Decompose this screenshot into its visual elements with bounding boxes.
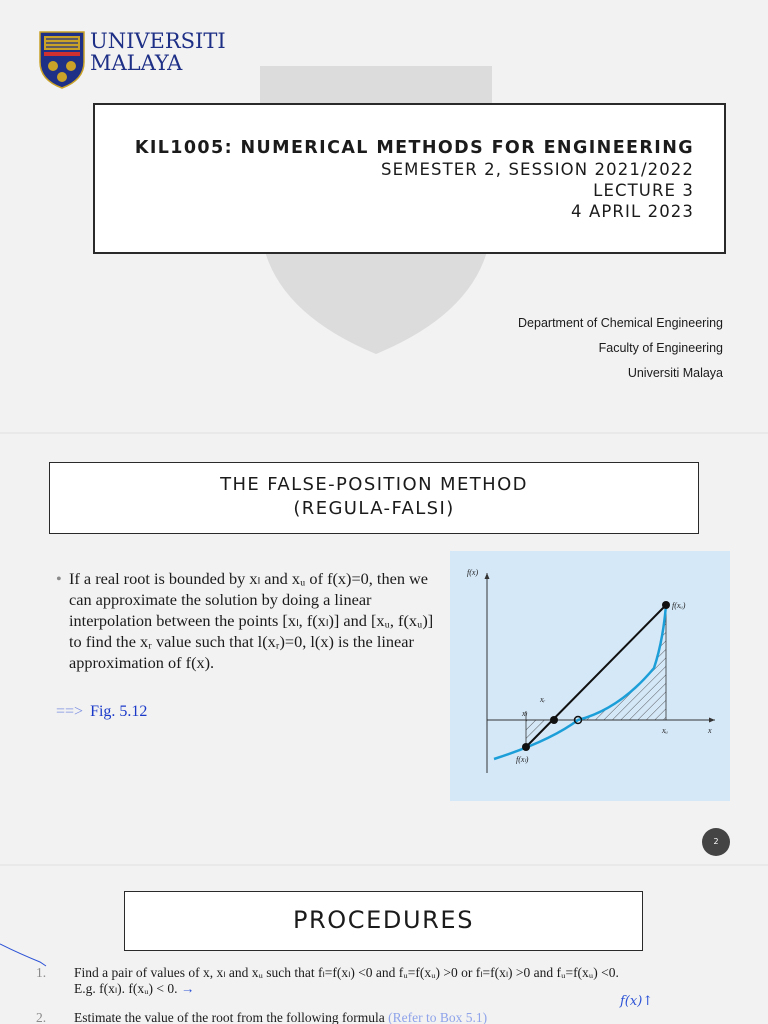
step-2-text: Estimate the value of the root from the following formula — [74, 1010, 385, 1024]
figure-reference-link[interactable]: Fig. 5.12 — [90, 703, 148, 720]
university-name: Universiti Malaya — [627, 366, 723, 380]
secant-line — [526, 605, 666, 747]
step-1-line-2 — [74, 981, 756, 997]
axis-arrowheads — [485, 573, 716, 723]
step-1-number: 1. — [36, 965, 47, 980]
point-f-xu — [662, 601, 670, 609]
false-position-figure — [450, 551, 730, 801]
date-line: 4 APRIL 2023 — [571, 202, 694, 221]
pen-stroke-mark — [0, 866, 60, 976]
procedures-heading: PROCEDURES — [124, 891, 643, 951]
step-2-number: 2. — [36, 1010, 47, 1024]
university-logo — [38, 30, 228, 90]
f-xl-label: f(xₗ) — [516, 755, 529, 764]
procedures-slide — [0, 866, 768, 1024]
step-2 — [36, 1010, 756, 1024]
figure-reference — [56, 703, 147, 721]
logo-line-1: UNIVERSITI — [90, 29, 226, 53]
step-1-line-1: Find a pair of values of x, xₗ and xᵤ such that fₗ=f(xₗ) <0 and fᵤ=f(xᵤ) >0 or fₗ=f(xₗ) >0 and fᵤ=f(xᵤ) <0. — [74, 965, 619, 980]
heading-line-1: THE FALSE-POSITION METHOD — [220, 474, 528, 495]
box-reference[interactable]: (Refer to Box 5.1) — [388, 1010, 488, 1024]
page-number-badge: 2 — [702, 828, 730, 856]
false-position-slide — [0, 434, 768, 864]
logo-line-2: MALAYA — [90, 51, 183, 75]
slide-heading-box — [49, 462, 699, 534]
bullet-marker: • — [56, 569, 62, 588]
step-1-example: E.g. f(xₗ). f(xᵤ) < 0. — [74, 981, 178, 996]
handwritten-annotation: f(x)↑ — [620, 994, 654, 1009]
affiliation-block — [518, 311, 723, 386]
point-xr — [550, 716, 558, 724]
handwritten-arrow-icon: → — [180, 981, 195, 996]
semester-line: SEMESTER 2, SESSION 2021/2022 — [381, 160, 694, 179]
y-axis-label: f(x) — [467, 568, 479, 577]
point-f-xl — [522, 743, 530, 751]
hatched-region-right — [526, 605, 666, 720]
f-xu-label: f(xᵤ) — [672, 601, 686, 610]
xr-label: xᵣ — [540, 695, 546, 704]
x-axis-label: x — [708, 726, 712, 735]
faculty-name: Faculty of Engineering — [598, 341, 723, 355]
double-arrow-icon: ==> — [56, 703, 84, 720]
xl-label: xₗ — [522, 709, 527, 718]
step-1 — [36, 965, 756, 997]
lecture-line: LECTURE 3 — [593, 181, 694, 200]
course-title: KIL1005: NUMERICAL METHODS FOR ENGINEERING — [134, 138, 694, 158]
xu-label: xᵤ — [662, 726, 668, 735]
crest-icon — [38, 30, 86, 90]
bullet-text: If a real root is bounded by xₗ and xᵤ of f(x)=0, then we can approximate the solution by doing a linear interpolation between the points [xₗ, f(xₗ)] and [xᵤ, f(xᵤ)] to find the xᵣ value such that l(xᵣ)=0, l(x) is the linear approximation of f(x). — [69, 569, 434, 672]
title-slide — [0, 0, 768, 432]
bullet-point — [56, 568, 436, 673]
title-box — [93, 103, 726, 254]
heading-line-2: (REGULA-FALSI) — [293, 498, 455, 519]
department-name: Department of Chemical Engineering — [518, 316, 723, 330]
function-curve — [494, 605, 666, 759]
